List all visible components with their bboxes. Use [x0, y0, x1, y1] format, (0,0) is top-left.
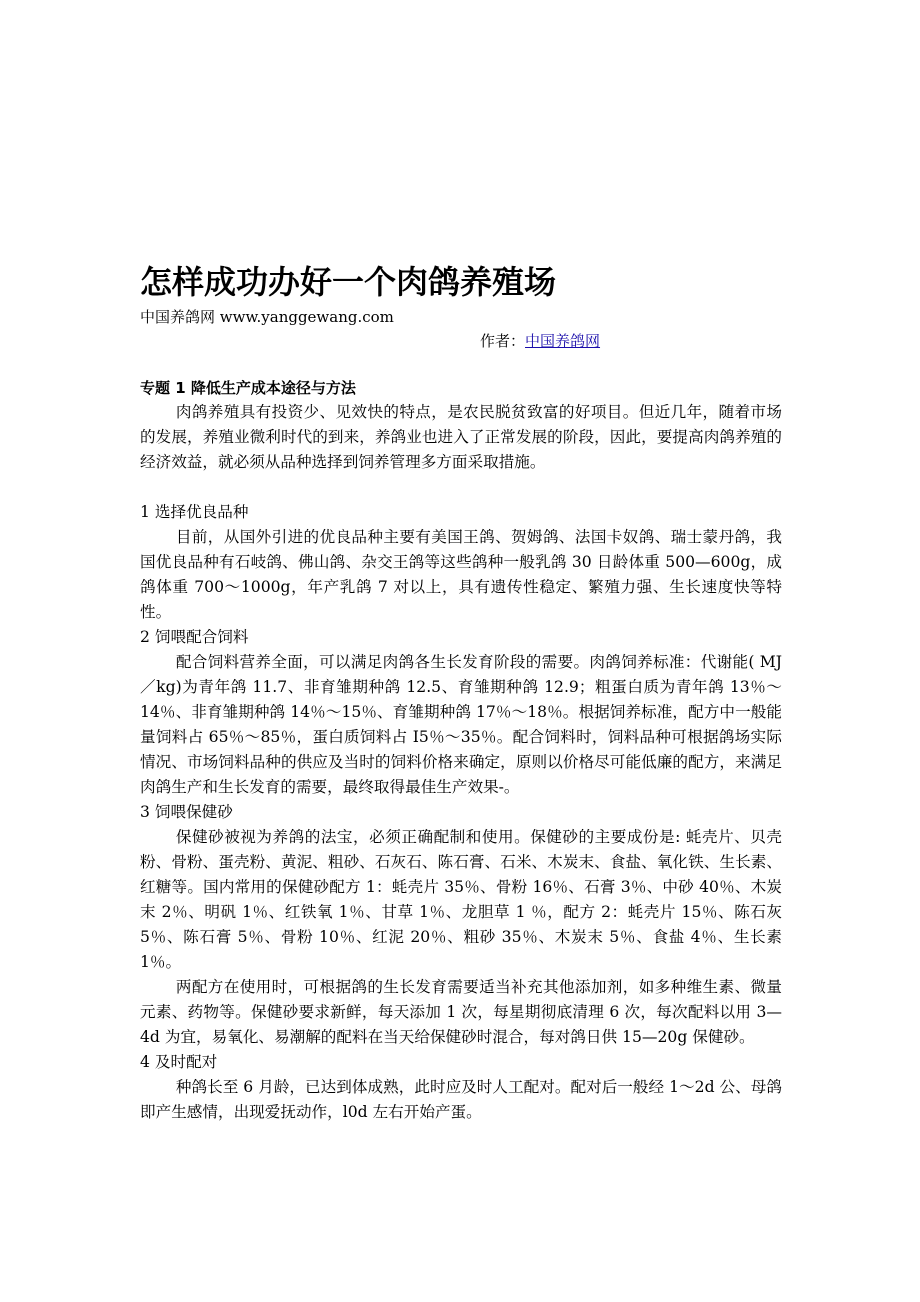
item-paragraph: 种鸽长至 6 月龄，已达到体成熟，此时应及时人工配对。配对后一般经 1～2d 公、母鸽即产生感情，出现爱抚动作，l0d 左右开始产蛋。: [140, 1078, 782, 1121]
item-heading: 4 及时配对: [140, 1053, 218, 1071]
intro-paragraph: 肉鸽养殖具有投资少、见效快的特点，是农民脱贫致富的好项目。但近几年，随着市场的发展，养殖业微利时代的到来，养鸽业也进入了正常发展的阶段，因此，要提高肉鸽养殖的经济效益，就必须从品种选择到饲养管理多方面采取措施。: [140, 403, 782, 471]
article-body: [140, 400, 782, 1125]
item-heading: 2 饲喂配合饲料: [140, 628, 249, 646]
item-paragraph: 保健砂被视为养鸽的法宝，必须正确配制和使用。保健砂的主要成份是: 蚝壳片、贝壳粉、骨粉、蛋壳粉、黄泥、粗砂、石灰石、陈石膏、石米、木炭末、食盐、氧化铁、生长素、红糖等。国内常用的保健砂配方 1：蚝壳片 35％、骨粉 16％、石膏 3％、中砂 40％、木炭末 2％、明矾 1％、红铁氧 1％、甘草 1％、龙胆草 1 ％，配方 2：蚝壳片 15％、陈石灰 5％、陈石膏 5％、骨粉 10％、红泥 20％、粗砂 35％、木炭末 5％、食盐 4％、生长素 1％。: [140, 828, 782, 971]
author-link[interactable]: 中国养鸽网: [525, 332, 601, 350]
spacer: [140, 475, 782, 500]
item-paragraph: 两配方在使用时，可根据鸽的生长发育需要适当补充其他添加剂，如多种维生素、微量元素、药物等。保健砂要求新鲜，每天添加 1 次，每星期彻底清理 6 次，每次配料以用 3— 4d 为宜，易氧化、易潮解的配料在当天给保健砂时混合，每对鸽日供 15—20g 保健砂。: [140, 978, 782, 1046]
author-label: 作者：: [480, 332, 526, 350]
item-paragraph: 目前，从国外引进的优良品种主要有美国王鸽、贺姆鸽、法国卡奴鸽、瑞士蒙丹鸽，我国优良品种有石岐鸽、佛山鸽、杂交王鸽等这些鸽种一般乳鸽 30 日龄体重 500—600g，成鸽体重 700～1000g，年产乳鸽 7 对以上，具有遗传性稳定、繁殖力强、生长速度快等特性。: [140, 528, 782, 621]
author-line: [480, 329, 600, 353]
page-title: 怎样成功办好一个肉鸽养殖场: [140, 263, 557, 301]
item-paragraph: 配合饲料营养全面，可以满足肉鸽各生长发育阶段的需要。肉鸽饲养标准：代谢能( MJ／kg)为青年鸽 11.7、非育雏期种鸽 12.5、育雏期种鸽 12.9；粗蛋白质为青年鸽 13％～14％、非育雏期种鸽 14％～15％、育雏期种鸽 17％～18％。根据饲养标准，配方中一般能量饲料占 65％～85％，蛋白质饲料占 I5％～35％。配合饲料时，饲料品种可根据鸽场实际情况、市场饲料品种的供应及当时的饲料价格来确定，原则以价格尽可能低廉的配方，来满足肉鸽生产和生长发育的需要，最终取得最佳生产效果-。: [140, 653, 782, 796]
section-title: 专题 1 降低生产成本途径与方法: [140, 379, 356, 397]
item-heading: 3 饲喂保健砂: [140, 803, 233, 821]
site-name: 中国养鸽网 www.yanggewang.com: [140, 308, 394, 326]
item-heading: 1 选择优良品种: [140, 503, 249, 521]
